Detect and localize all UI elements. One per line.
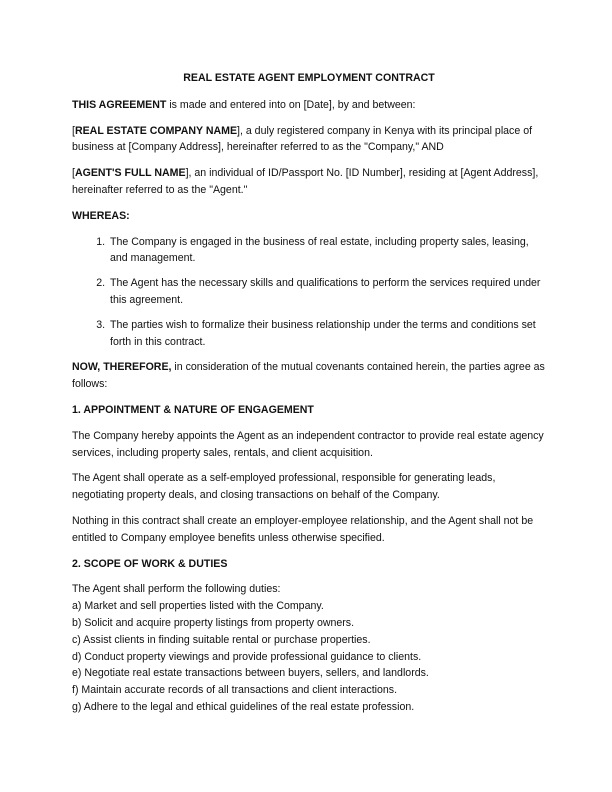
section-1-heading: 1. APPOINTMENT & NATURE OF ENGAGEMENT [72, 403, 314, 416]
company-prefix: [ [72, 124, 75, 137]
whereas-item: 2. The Agent has the necessary skills and qualifications to perform the services required under this agreement. [108, 275, 546, 309]
agent-paragraph [72, 165, 546, 199]
duty-item: d) Conduct property viewings and provide professional guidance to clients. [72, 650, 422, 663]
duties-list [72, 598, 546, 716]
duties-intro: The Agent shall perform the following duties: [72, 583, 281, 596]
document-title: REAL ESTATE AGENT EMPLOYMENT CONTRACT [183, 72, 435, 84]
section-1-paragraph: Nothing in this contract shall create an employer-employee relationship, and the Agent shall not be entitled to Company employee benefits unless otherwise specified. [72, 514, 534, 544]
duty-item: a) Market and sell properties listed with the Company. [72, 600, 324, 613]
therefore-text: in consideration of the mutual covenants contained herein, the parties agree as follows: [72, 361, 545, 391]
section-1-paragraph: The Company hereby appoints the Agent as an independent contractor to provide real estate agency services, including property sales, rentals, and client acquisition. [72, 429, 544, 459]
agent-prefix: [ [72, 167, 75, 180]
company-name-placeholder: REAL ESTATE COMPANY NAME [74, 124, 238, 137]
agent-name-placeholder: AGENT'S FULL NAME [74, 167, 186, 180]
contract-page [72, 70, 546, 716]
intro-text: is made and entered into on [Date], by and between: [166, 98, 416, 111]
duty-item: c) Assist clients in finding suitable rental or purchase properties. [72, 633, 371, 646]
whereas-item: 1. The Company is engaged in the business of real estate, including property sales, leasing, and management. [108, 234, 546, 268]
duty-item: f) Maintain accurate records of all transactions and client interactions. [72, 684, 398, 697]
company-text: ], a duly registered company in Kenya with its principal place of business at [Company Address], hereinafter referred to as the "Company," AND [72, 124, 533, 154]
section-2-heading: 2. SCOPE OF WORK & DUTIES [72, 557, 228, 570]
intro-paragraph [72, 97, 546, 114]
agent-text: ], an individual of ID/Passport No. [ID Number], residing at [Agent Address], hereinafter referred to as the "Agent." [72, 167, 539, 196]
duty-item: b) Solicit and acquire property listings from property owners. [72, 616, 355, 629]
therefore-paragraph [72, 359, 546, 393]
therefore-bold: NOW, THEREFORE, [72, 361, 172, 374]
duty-item: g) Adhere to the legal and ethical guidelines of the real estate profession. [72, 700, 415, 713]
duty-item: e) Negotiate real estate transactions between buyers, sellers, and landlords. [72, 667, 429, 680]
whereas-list [72, 234, 546, 351]
whereas-item: 3. The parties wish to formalize their business relationship under the terms and conditions set forth in this contract. [108, 317, 546, 351]
section-1-paragraph: The Agent shall operate as a self-employed professional, responsible for generating leads, negotiating property deals, and closing transactions on behalf of the Company. [72, 472, 496, 502]
whereas-heading: WHEREAS: [72, 209, 130, 222]
company-paragraph [72, 123, 546, 157]
intro-bold: THIS AGREEMENT [72, 98, 167, 111]
